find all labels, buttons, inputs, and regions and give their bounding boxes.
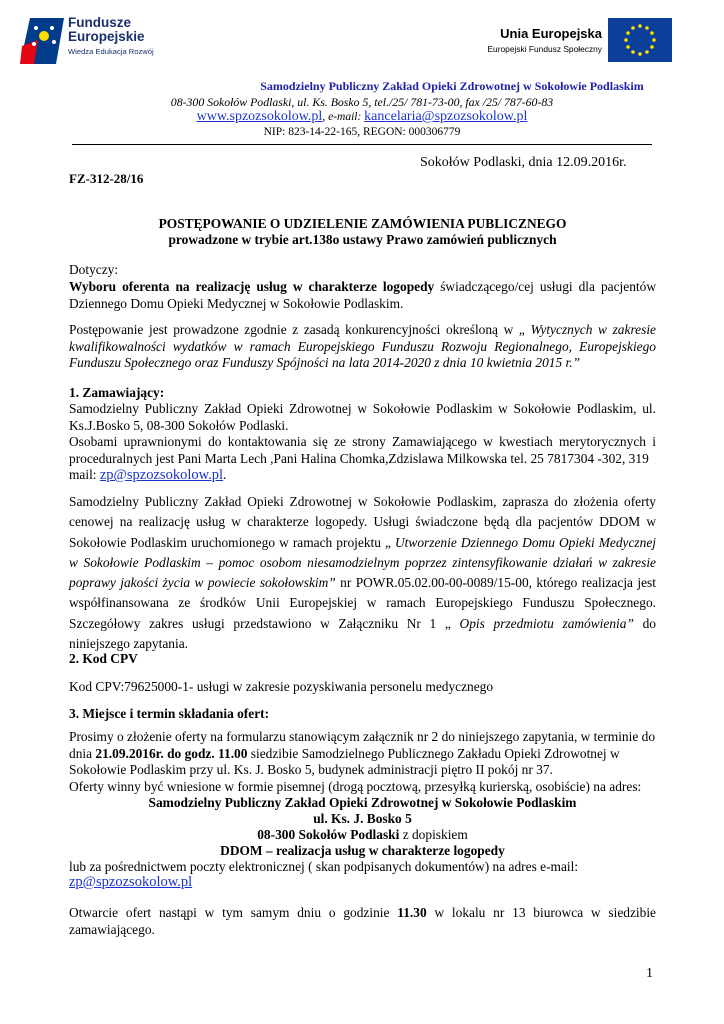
page-number: 1: [646, 966, 653, 981]
main-text-b: nr POWR.05.02.00-00-0089/15-00, którego realizacja jest współfinansowana ze środków Unii Europejskiej w ramach Europejskiego Funduszu Społecznego. Szczegółowy zakres usługi przedstawiono w Załączniku Nr 1 „: [69, 575, 656, 631]
section-2-heading: 2. Kod CPV: [69, 651, 138, 666]
email-link[interactable]: kancelaria@spzozsokolow.pl: [364, 109, 528, 124]
subject-rest: świadczącego/cej usługi dla pacjentów Dziennego Domu Opieki Medycznej w Sokołowie Podlaskim.: [69, 279, 656, 311]
opening-paragraph: [69, 904, 656, 938]
dotyczy-label: Dotyczy:: [69, 262, 119, 277]
subject-bold: Wyboru oferenta na realizację usług w charakterze logopedy: [69, 279, 435, 294]
section-3-paragraph: [69, 729, 656, 795]
submission-email-wrap: [69, 874, 656, 891]
fe-logo-line1: Fundusze: [68, 15, 131, 30]
main-text-a: Samodzielny Publiczny Zakład Opieki Zdrowotnej w Sokołowie Podlaskim, zaprasza do złożenia oferty cenowej na realizację usług w charakterze logopedy. Usługi świadczone będą dla pacjentów DDOM w Sokołowie Podlaskim uruchomionego w ramach projektu „: [69, 494, 656, 550]
org-address: 08-300 Sokołów Podlaski, ul. Ks. Bosko 5, tel./25/ 781-73-00, fax /25/ 787-60-83: [170, 95, 554, 109]
document-reference: FZ-312-28/16: [69, 171, 144, 186]
eu-logo: [470, 18, 710, 68]
address-city: 08-300 Sokołów Podlaski: [257, 827, 400, 842]
contact-persons: Osobami uprawnionymi do kontaktowania się ze strony Zamawiającego w kwestiach merytorycznych i proceduralnych jest Pani Marta Lech ,Pani Halina Chomka,Zdzislawa Milkowska tel. 25 7817304 -302, 319: [69, 434, 656, 466]
website-link[interactable]: www.spzozsokolow.pl: [196, 109, 323, 124]
deadline-text-a: Prosimy o złożenie oferty na formularzu stanowiącym załącznik nr 2 do niniejszego zapytania, w terminie do dnia: [69, 729, 656, 761]
main-paragraph: [69, 492, 656, 654]
fe-logo: [20, 14, 180, 66]
project-title: Utworzenie Dziennego Domu Opieki Medycznej w Sokołowie Podlaskim – pomoc osobom niesamodzielnym poprzez zintensyfikowanie działań w zakresie poprawy jakości życia w powiecie sokołowskim”: [69, 534, 656, 591]
subject-paragraph: [69, 279, 656, 312]
email-label: , e-mail:: [322, 111, 365, 123]
email-submission-text: lub za pośrednictwem poczty elektronicznej ( skan podpisanych dokumentów) na adres e-mail:: [69, 859, 579, 874]
org-name: Samodzielny Publiczny Zakład Opieki Zdrowotnej w Sokołowie Podlaskim: [260, 79, 644, 93]
deadline-text-b: siedzibie Samodzielnego Publicznego Zakładu Opieki Zdrowotnej w Sokołowie Podlaskim przy ul. Ks. J. Bosko 5, budynek administracji piętro II pokój nr 37.: [69, 745, 620, 778]
submission-email-link[interactable]: zp@spzozsokolow.pl: [69, 874, 193, 890]
org-ids: NIP: 823-14-22-165, REGON: 000306779: [263, 126, 461, 138]
contact-mail-link[interactable]: zp@spzozsokolow.pl: [99, 467, 224, 484]
address-note: z dopiskiem: [399, 827, 468, 842]
opening-text-a: Otwarcie ofert nastąpi w tym samym dniu o godzinie: [69, 905, 398, 920]
fe-flag-icon: [20, 14, 64, 64]
opening-time: 11.30: [397, 905, 427, 920]
section-2-text: Kod CPV:79625000-1- usługi w zakresie pozyskiwania personelu medycznego: [69, 679, 494, 694]
section-3-heading: 3. Miejsce i termin składania ofert:: [69, 706, 270, 721]
deadline-date: 21.09.2016r. do godz. 11.00: [95, 745, 248, 761]
opening-text-b: w lokalu nr 13 biurowca w siedzibie zamawiającego.: [69, 905, 656, 937]
address-line-3: [69, 827, 656, 843]
main-text-c: do niniejszego zapytania.: [69, 615, 656, 652]
section-1-contact: [69, 434, 656, 484]
fe-logo-tagline: Wiedza Edukacja Rozwój: [68, 47, 154, 56]
intro-paragraph: [69, 322, 656, 372]
address-line-1: Samodzielny Publiczny Zakład Opieki Zdrowotnej w Sokołowie Podlaskim: [148, 795, 577, 810]
document-subtitle: prowadzone w trybie art.138o ustawy Prawo zamówień publicznych: [168, 232, 557, 247]
fe-logo-line2: Europejskie: [68, 29, 145, 44]
eu-logo-title: Unia Europejska: [500, 26, 602, 41]
place-date: Sokołów Podlaski, dnia 12.09.2016r.: [420, 155, 627, 170]
address-line-2: ul. Ks. J. Bosko 5: [313, 811, 412, 826]
org-contact-line: [0, 109, 724, 125]
header-divider: [72, 144, 652, 145]
contact-mail-dot: .: [223, 467, 227, 483]
submission-text: Oferty winny być wniesione w formie pisemnej (drogą pocztową, przesyłką kurierską, osobiście) na adres:: [69, 778, 642, 794]
eu-flag-icon: [608, 18, 672, 62]
intro-italic: Wytycznych w zakresie kwalifikowalności wydatków w ramach Europejskiego Funduszu Rozwoju Regionalnego, Europejskiego Funduszu Społecznego oraz Funduszy Spójności na lata 2014-2020 z dnia 10 kwietnia 2015 r.”: [69, 322, 656, 371]
document-title: POSTĘPOWANIE O UDZIELENIE ZAMÓWIENIA PUBLICZNEGO: [158, 216, 567, 231]
intro-text: Postępowanie jest prowadzone zgodnie z zasadą konkurencyjności określoną w „: [69, 322, 531, 337]
section-1-text: Samodzielny Publiczny Zakład Opieki Zdrowotnej w Sokołowie Podlaskim w Sokołowie Podlaskim, ul. Ks.J.Bosko 5, 08-300 Sokołów Podlaski.: [69, 401, 656, 433]
section-1-heading: 1. Zamawiający:: [69, 385, 165, 400]
eu-logo-subtitle: Europejski Fundusz Społeczny: [487, 44, 602, 54]
address-line-4: DDOM – realizacja usług w charakterze logopedy: [220, 843, 505, 858]
attachment-title: Opis przedmiotu zamówienia”: [459, 615, 634, 631]
contact-mail-label: mail:: [69, 467, 100, 483]
